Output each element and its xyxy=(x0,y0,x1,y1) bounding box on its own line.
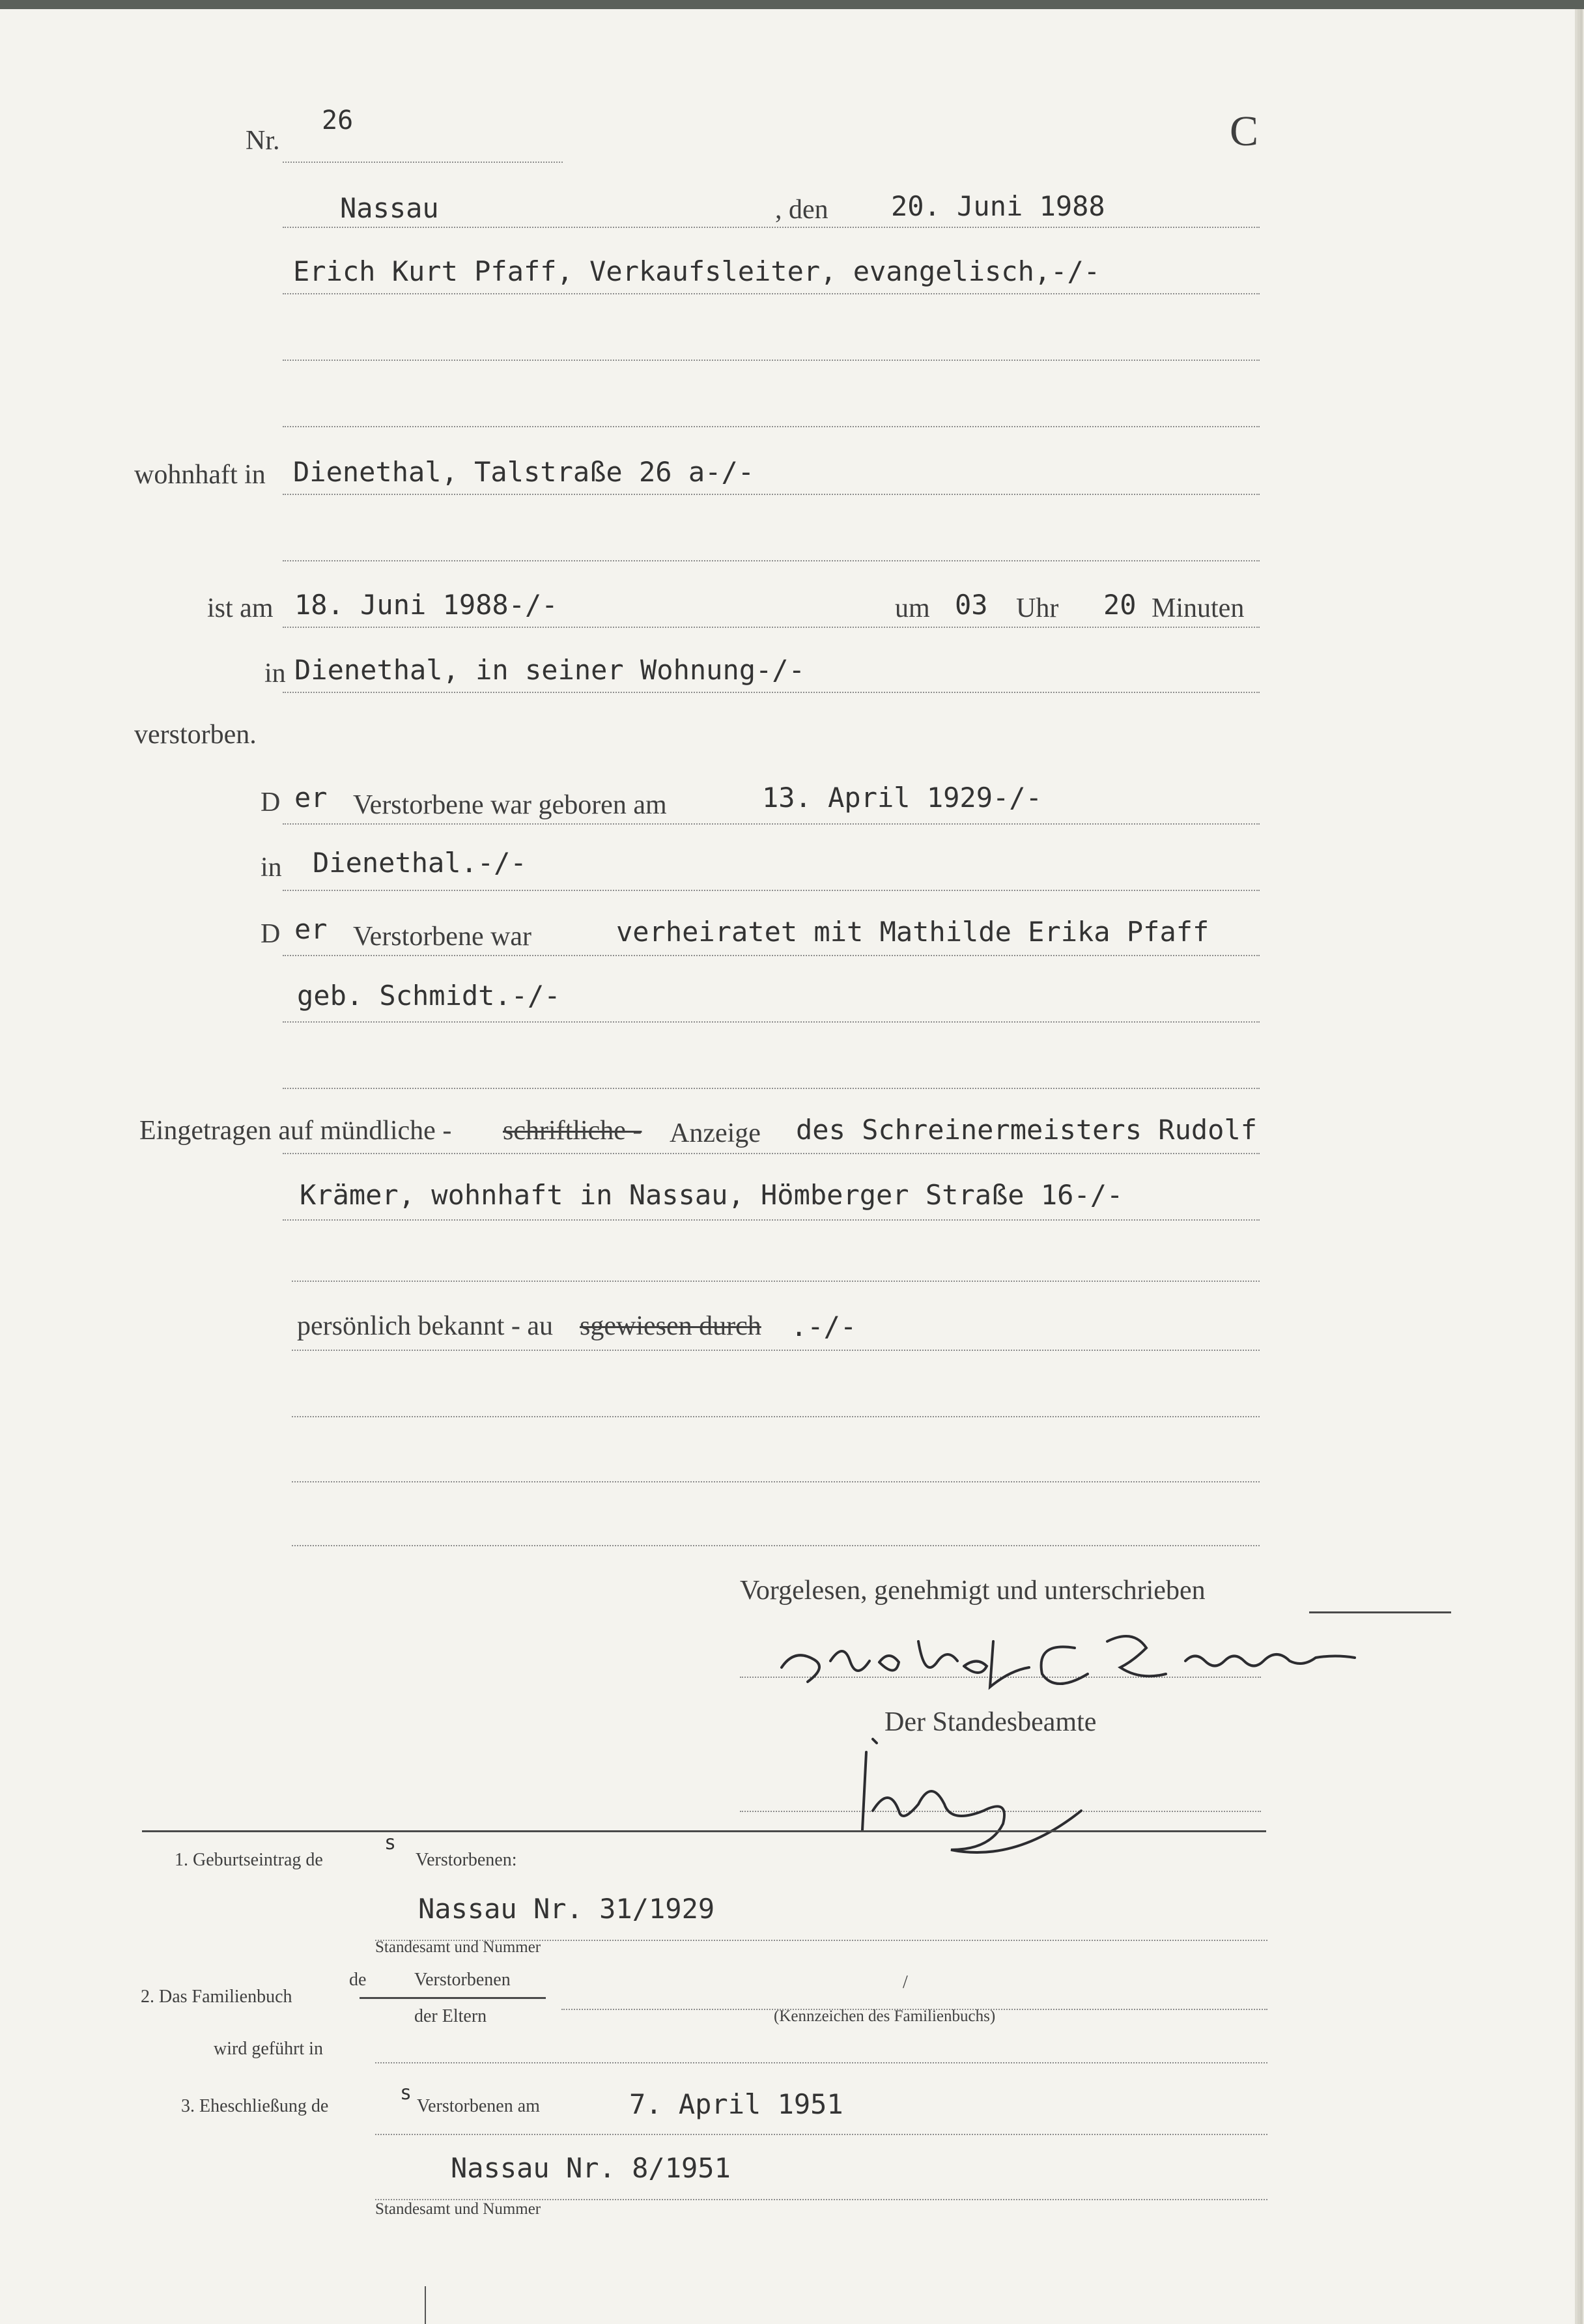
den-label: , den xyxy=(775,195,828,225)
registration-line-2 xyxy=(283,1219,1260,1221)
known-a: persönlich bekannt - au xyxy=(297,1311,554,1341)
item3-value: Nassau Nr. 8/1951 xyxy=(451,2152,731,2184)
registration-label-a: Eingetragen auf mündliche - xyxy=(139,1116,452,1146)
item3-label-a: 3. Eheschließung de xyxy=(181,2096,329,2116)
marital-value1: verheiratet mit Mathilde Erika Pfaff xyxy=(616,916,1209,948)
item2-fraction-bar xyxy=(360,1997,546,1999)
marital-line-1 xyxy=(283,955,1260,956)
item3-label-b: Verstorbenen am xyxy=(417,2096,540,2116)
item2-opt1: Verstorbenen xyxy=(414,1970,511,1990)
date-value: 20. Juni 1988 xyxy=(891,190,1105,222)
death-minute: 20 xyxy=(1103,589,1137,621)
item1-sup: s xyxy=(384,1832,397,1854)
death-place-line xyxy=(283,692,1260,693)
marital-value2: geb. Schmidt.-/- xyxy=(297,980,561,1012)
item3-line xyxy=(375,2134,1267,2135)
registration-value2: Krämer, wohnhaft in Nassau, Hömberger Straße 16-/- xyxy=(300,1179,1124,1211)
item1-label-b: Verstorbenen: xyxy=(416,1850,517,1870)
item3-caption: Standesamt und Nummer xyxy=(375,2200,541,2218)
registrar-signature xyxy=(834,1726,1172,1869)
birth-er-fill: er xyxy=(294,782,328,814)
death-in-label: in xyxy=(264,659,286,688)
birth-date-line xyxy=(283,823,1260,825)
death-date: 18. Juni 1988-/- xyxy=(294,589,558,621)
item1-caption: Standesamt und Nummer xyxy=(375,1938,541,1956)
person-line1: Erich Kurt Pfaff, Verkaufsleiter, evangelisch,-/- xyxy=(293,255,1101,287)
registration-line-1 xyxy=(283,1153,1260,1154)
nr-label: Nr. xyxy=(246,126,280,156)
known-line xyxy=(292,1350,1260,1351)
residence-line xyxy=(283,494,1260,495)
read-approved-label: Vorgelesen, genehmigt und unterschrieben xyxy=(740,1576,1206,1606)
registration-label-struck: schriftliche - xyxy=(503,1116,642,1146)
informant-signature xyxy=(769,1622,1452,1700)
known-struck: sgewiesen durch xyxy=(580,1311,761,1341)
registrar-label: Der Standesbeamte xyxy=(884,1707,1097,1737)
item2-de: de xyxy=(349,1970,367,1990)
marital-label: Verstorbene war xyxy=(353,922,532,952)
death-date-line xyxy=(283,627,1260,628)
marital-d-label: D xyxy=(261,919,281,949)
place-value: Nassau xyxy=(340,192,439,224)
form-letter: C xyxy=(1230,107,1259,155)
item3-date: 7. April 1951 xyxy=(629,2088,843,2120)
bottom-tick xyxy=(425,2286,426,2324)
residence-label: wohnhaft in xyxy=(134,460,266,490)
blank-line-3 xyxy=(292,1545,1260,1546)
nr-value: 26 xyxy=(322,106,354,135)
residence-line-2 xyxy=(283,560,1260,561)
blank-line-2 xyxy=(292,1481,1260,1482)
uhr-label: Uhr xyxy=(1016,593,1059,623)
birth-d-label: D xyxy=(261,787,281,817)
person-line-2 xyxy=(283,360,1260,361)
top-edge xyxy=(0,0,1584,9)
item2-line-b xyxy=(375,2062,1267,2063)
um-label: um xyxy=(895,593,930,623)
verstorben-label: verstorben. xyxy=(134,720,257,750)
registration-value1: des Schreinermeisters Rudolf xyxy=(796,1114,1258,1146)
closing-rule xyxy=(1309,1611,1451,1613)
item2-caption: (Kennzeichen des Familienbuchs) xyxy=(774,2007,996,2025)
marital-er-fill: er xyxy=(294,913,328,945)
person-line-1 xyxy=(283,293,1260,294)
item3-sup: s xyxy=(400,2082,412,2104)
birth-place: Dienethal.-/- xyxy=(313,847,527,879)
item2-slash: / xyxy=(903,1972,908,1992)
section-divider xyxy=(142,1830,1266,1832)
residence-value: Dienethal, Talstraße 26 a-/- xyxy=(293,456,755,488)
item2-label-b: wird geführt in xyxy=(214,2039,323,2059)
known-b: .-/- xyxy=(791,1311,857,1342)
blank-line-1 xyxy=(292,1416,1260,1417)
item1-label-a: 1. Geburtseintrag de xyxy=(175,1850,323,1870)
marital-line-3 xyxy=(283,1088,1260,1089)
minuten-label: Minuten xyxy=(1152,593,1245,623)
birth-place-line xyxy=(283,890,1260,891)
marital-line-2 xyxy=(283,1021,1260,1023)
registration-label-b: Anzeige xyxy=(670,1118,761,1148)
death-place: Dienethal, in seiner Wohnung-/- xyxy=(294,654,805,686)
nr-line xyxy=(283,162,563,163)
item1-value: Nassau Nr. 31/1929 xyxy=(418,1893,715,1925)
document-page xyxy=(0,9,1575,2324)
place-date-line xyxy=(283,227,1260,228)
ist-am-label: ist am xyxy=(207,593,274,623)
birth-date: 13. April 1929-/- xyxy=(762,782,1042,814)
item2-label: 2. Das Familienbuch xyxy=(141,1987,292,2007)
birth-label: Verstorbene war geboren am xyxy=(353,790,667,820)
death-hour: 03 xyxy=(955,589,988,621)
registration-line-3 xyxy=(292,1281,1260,1282)
item2-opt2: der Eltern xyxy=(414,2006,487,2026)
birth-in-label: in xyxy=(261,853,282,883)
person-line-3 xyxy=(283,426,1260,427)
